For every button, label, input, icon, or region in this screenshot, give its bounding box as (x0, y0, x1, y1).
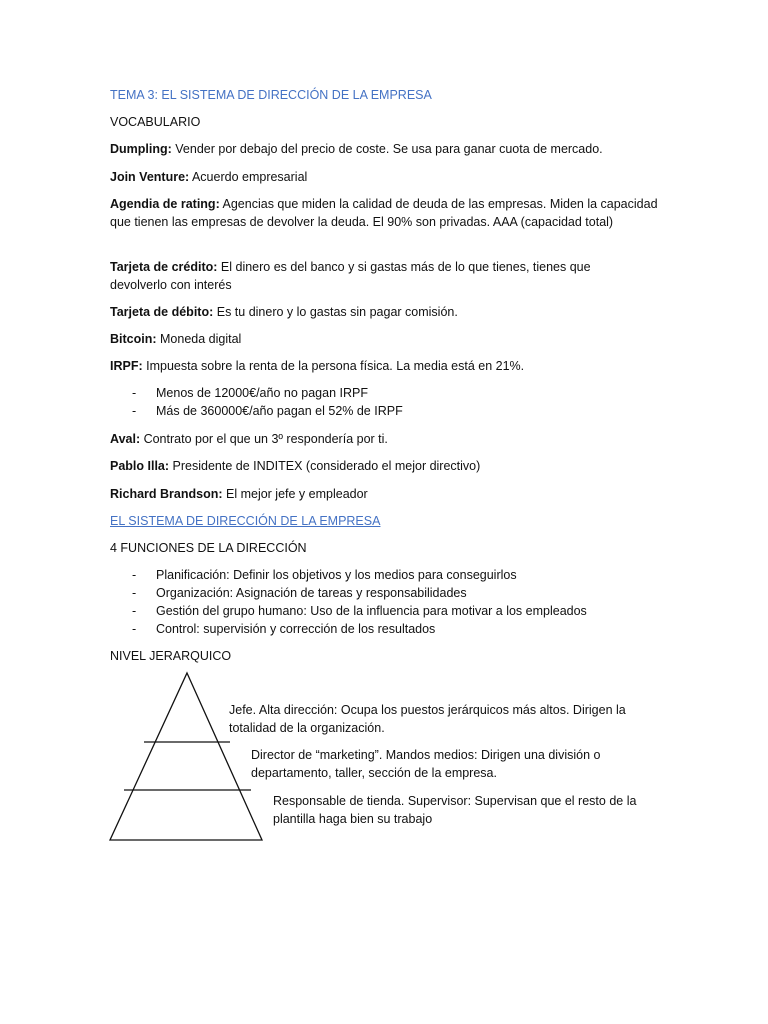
list-item (110, 602, 670, 620)
term-definition: Agencias que miden la calidad de deuda de las empresas. Miden la capacidad que tienen las empresas de devolver la deuda. El 90% son privadas. AAA (capacidad total) (110, 197, 658, 229)
pyramid-outline (110, 673, 262, 840)
irpf-list (110, 384, 670, 420)
list-item-text: Planificación: Definir los objetivos y los medios para conseguirlos (156, 568, 517, 582)
list-dash: - (132, 568, 137, 582)
term-definition: El dinero es del banco y si gastas más de lo que tienes, tienes que devolverlo con interés (110, 260, 591, 292)
list-dash: - (132, 622, 137, 636)
hierarchy-pyramid (106, 670, 268, 842)
term-label: Dumpling: (110, 142, 172, 156)
list-item (110, 620, 670, 638)
functions-heading: 4 FUNCIONES DE LA DIRECCIÓN (110, 541, 307, 555)
list-dash: - (132, 386, 137, 400)
list-item-text: Control: supervisión y corrección de los resultados (156, 622, 436, 636)
document-title: TEMA 3: EL SISTEMA DE DIRECCIÓN DE LA EMPRESA (110, 88, 432, 102)
term-definition: Moneda digital (156, 332, 242, 346)
list-dash: - (132, 586, 137, 600)
pyramid-level-top-text: Jefe. Alta dirección: Ocupa los puestos jerárquicos más altos. Dirigen la totalidad de la organización. (229, 703, 626, 735)
term-label: Richard Brandson: (110, 487, 223, 501)
list-item-text: Menos de 12000€/año no pagan IRPF (156, 386, 368, 400)
term-definition: Presidente de INDITEX (considerado el mejor directivo) (169, 459, 481, 473)
term-label: Tarjeta de crédito: (110, 260, 218, 274)
term-tarjeta-credito (110, 258, 610, 294)
term-agendia-rating (110, 195, 660, 231)
list-item-text: Gestión del grupo humano: Uso de la influencia para motivar a los empleados (156, 604, 587, 618)
functions-list (110, 566, 670, 638)
term-irpf (110, 357, 670, 375)
term-definition: Impuesta sobre la renta de la persona física. La media está en 21%. (142, 359, 525, 373)
term-definition: Acuerdo empresarial (189, 170, 308, 184)
term-tarjeta-debito (110, 303, 660, 321)
term-pablo-illa (110, 457, 660, 475)
term-label: Join Venture: (110, 170, 190, 184)
list-item (110, 584, 670, 602)
pyramid-level-bottom-text: Responsable de tienda. Supervisor: Supervisan que el resto de la plantilla haga bien su trabajo (273, 794, 637, 826)
nivel-heading: NIVEL JERARQUICO (110, 649, 232, 663)
vocab-heading: VOCABULARIO (110, 115, 201, 129)
list-item (110, 402, 670, 420)
term-label: IRPF: (110, 359, 143, 373)
term-aval (110, 430, 660, 448)
term-dumpling (110, 140, 670, 158)
term-definition: Contrato por el que un 3º respondería por ti. (140, 432, 388, 446)
list-item-text: Organización: Asignación de tareas y responsabilidades (156, 586, 467, 600)
term-definition: El mejor jefe y empleador (222, 487, 368, 501)
list-item (110, 566, 670, 584)
pyramid-level-middle-text: Director de “marketing”. Mandos medios: Dirigen una división o departamento, taller, sección de la empresa. (251, 748, 601, 780)
term-join-venture (110, 168, 660, 186)
term-label: Pablo Illa: (110, 459, 170, 473)
list-item-text: Más de 360000€/año pagan el 52% de IRPF (156, 404, 403, 418)
term-label: Agendia de rating: (110, 197, 220, 211)
list-dash: - (132, 404, 137, 418)
list-item (110, 384, 670, 402)
term-definition: Vender por debajo del precio de coste. Se usa para ganar cuota de mercado. (171, 142, 603, 156)
term-richard-brandson (110, 485, 660, 503)
section-heading: EL SISTEMA DE DIRECCIÓN DE LA EMPRESA (110, 514, 381, 528)
term-bitcoin (110, 330, 660, 348)
term-label: Aval: (110, 432, 141, 446)
term-label: Bitcoin: (110, 332, 157, 346)
list-dash: - (132, 604, 137, 618)
term-label: Tarjeta de débito: (110, 305, 214, 319)
term-definition: Es tu dinero y lo gastas sin pagar comisión. (213, 305, 458, 319)
